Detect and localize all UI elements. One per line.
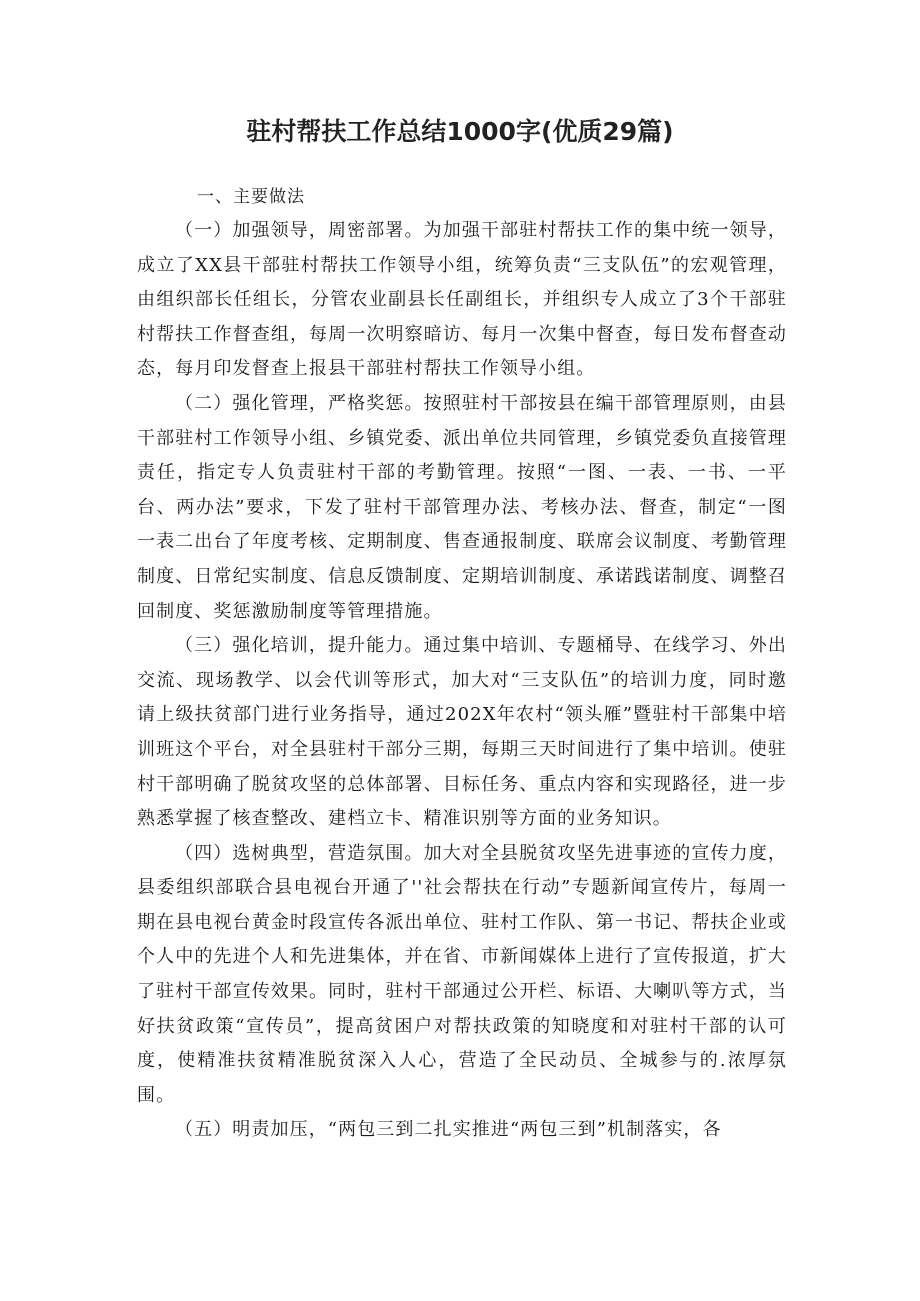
paragraph-2: （二）强化管理，严格奖惩。按照驻村干部按县在编干部管理原则，由县干部驻村工作领导小组、乡镇党委、派出单位共同管理，乡镇党委负直接管理责任，指定专人负责驻村干部的考勤管理。按照“一图、一表、一书、一平台、两办法”要求，下发了驻村干部管理办法、考核办法、督查，制定“一图一表二出台了年度考核、定期制度、售查通报制度、联席会议制度、考勤管理制度、日常纪实制度、信息反馈制度、定期培训制度、承诺践诺制度、调整召回制度、奖惩激励制度等管理措施。 [137, 392, 787, 622]
paragraph-1: （一）加强领导，周密部署。为加强干部驻村帮扶工作的集中统一领导，成立了XX县干部驻村帮扶工作领导小组，统筹负责“三支队伍”的宏观管理，由组织部长任组长，分管农业副县长任副组长，并组织专人成立了3个干部驻村帮扶工作督查组，每周一次明察暗访、每月一次集中督查，每日发布督查动态，每月印发督查上报县干部驻村帮扶工作领导小组。 [137, 220, 787, 380]
page-title: 驻村帮扶工作总结1000字(优质29篇) [246, 117, 674, 146]
paragraph-3: （三）强化培训，提升能力。通过集中培训、专题桶导、在线学习、外出交流、现场教学、以会代训等形式，加大对“三支队伍”的培训力度，同时邀请上级扶贫部门进行业务指导，通过202X年农村“领头雁”暨驻村干部集中培训班这个平台，对全县驻村干部分三期，每期三天时间进行了集中培训。使驻村干部明确了脱贫攻坚的总体部署、目标任务、重点内容和实现路径，进一步熟悉掌握了核查整改、建档立卡、精准识别等方面的业务知识。 [137, 635, 787, 830]
document-body [137, 180, 787, 1148]
paragraph-5: （五）明责加压，“两包三到二扎实推进“两包三到”机制落实，各 [175, 1119, 722, 1141]
section-heading: 一、主要做法 [197, 187, 305, 207]
paragraph-4: （四）选树典型，营造氛围。加大对全县脱贫攻坚先进事迹的宣传力度，县委组织部联合县电视台开通了''社会帮扶在行动”专题新闻宣传片，每周一期在县电视台黄金时段宣传各派出单位、驻村工作队、第一书记、帮扶企业或个人中的先进个人和先进集体，并在省、市新闻媒体上进行了宣传报道，扩大了驻村干部宣传效果。同时，驻村干部通过公开栏、标语、大喇叭等方式，当好扶贫政策“宣传员”，提高贫困户对帮扶政策的知晓度和对驻村干部的认可度，使精准扶贫精准脱贫深入人心，营造了全民动员、全城参与的.浓厚氛围。 [137, 842, 787, 1106]
